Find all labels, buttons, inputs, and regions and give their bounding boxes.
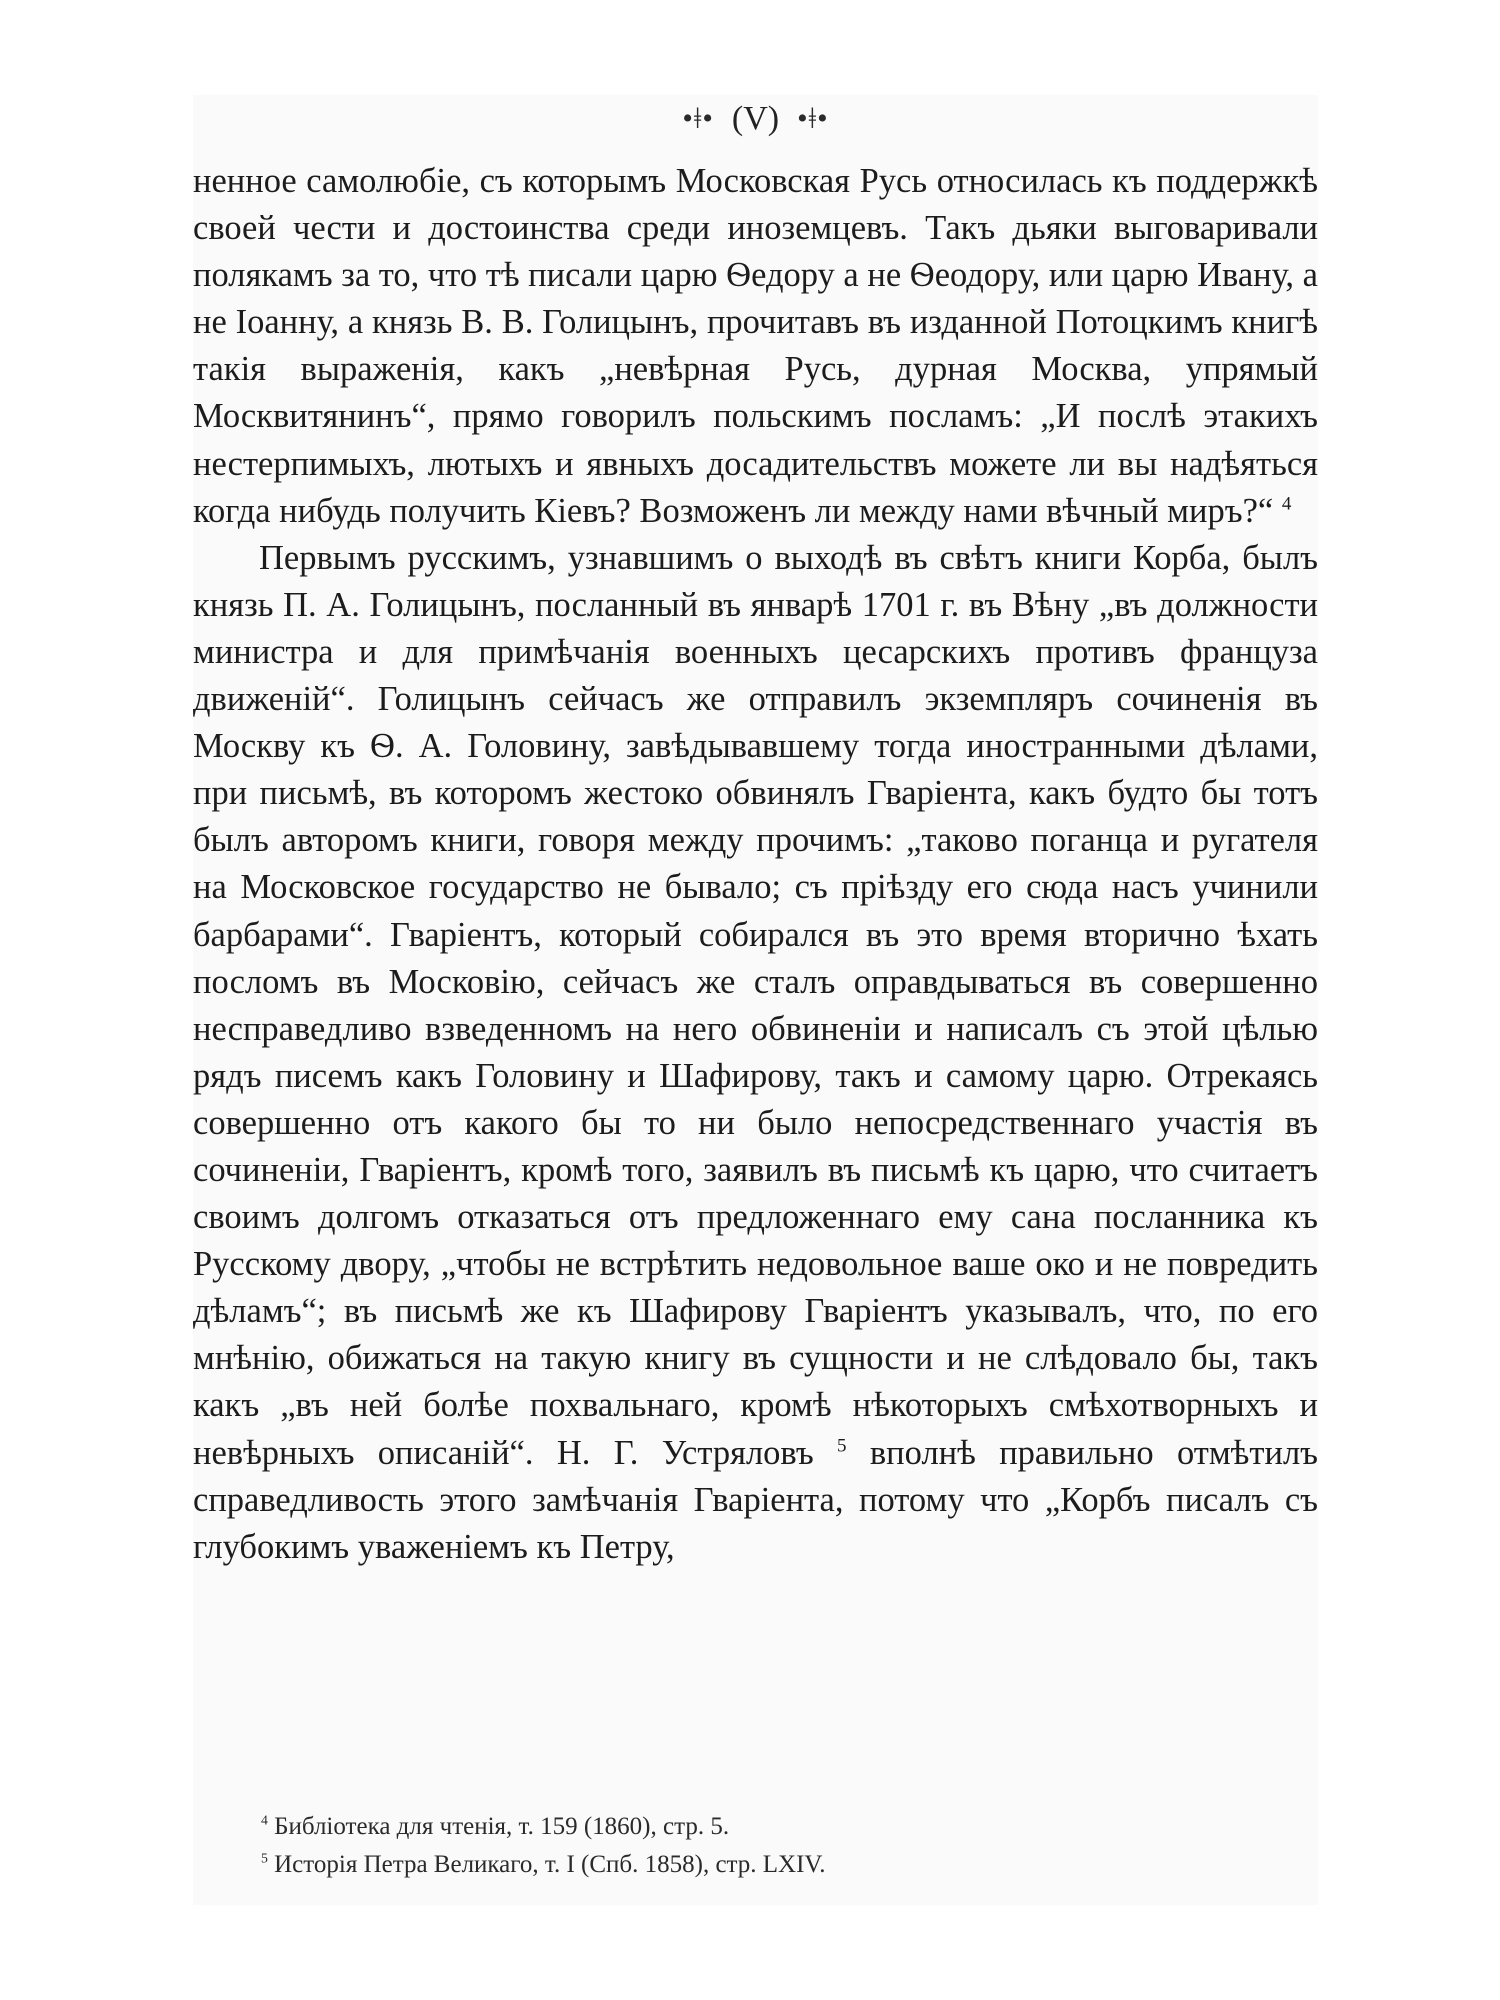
left-ornament-icon: •ǂ•: [682, 102, 714, 135]
footnote-mark: 4: [261, 1812, 268, 1828]
footnotes: [193, 1808, 1318, 1884]
footnote-text: Библіотека для чтенія, т. 159 (1860), стр. 5.: [274, 1813, 730, 1840]
paragraph-2: [193, 535, 1318, 1571]
paragraph-2-text-a: Первымъ русскимъ, узнавшимъ о выходѣ въ свѣтъ книги Корба, былъ князь П. А. Голицынъ, посланный въ январѣ 1701 г. въ Вѣну „въ должности министра и для примѣчанія военныхъ цесарскихъ противъ француза движеній“. Голицынъ сейчасъ же отправилъ экземпляръ сочиненія въ Москву къ Ѳ. А. Головину, завѣдывавшему тогда иностранными дѣлами, при письмѣ, въ которомъ жестоко обвинялъ Гваріента, какъ будто бы тотъ былъ авторомъ книги, говоря между прочимъ: „таково поганца и ругателя на Московское государство не бывало; съ пріѣзду его сюда насъ учинили барбарами“. Гваріентъ, который собирался въ это время вторично ѣхать посломъ въ Московію, сейчасъ же сталъ оправдываться въ совершенно несправедливо взведенномъ на него обвиненіи и написалъ съ этой цѣлью рядъ писемъ какъ Головину и Шафирову, такъ и самому царю. Отрекаясь совершенно отъ какого бы то ни было непосредственнаго участія въ сочиненіи, Гваріентъ, кромѣ того, заявилъ въ письмѣ къ царю, что считаетъ своимъ долгомъ отказаться отъ предложеннаго ему сана посланника къ Русскому двору, „чтобы не встрѣтить недовольное ваше око и не повредить дѣламъ“; въ письмѣ же къ Шафирову Гваріентъ указывалъ, что, по его мнѣнію, обижаться на такую книгу въ сущности и не слѣдовало бы, такъ какъ „въ ней болѣе похвальнаго, кромѣ нѣкоторыхъ смѣхотворныхъ и невѣрныхъ описаній“. Н. Г. Устряловъ: [193, 538, 1318, 1472]
paragraph-1: [193, 158, 1318, 535]
footnote-ref-4[interactable]: 4: [1281, 493, 1292, 515]
footnote-ref-5[interactable]: 5: [837, 1435, 847, 1457]
footnote-4: [193, 1808, 1318, 1846]
footnote-5: [193, 1846, 1318, 1884]
paragraph-2-text-b: вполнѣ правильно отмѣтилъ справедливость этого замѣчанія Гваріента, потому что „Корбъ писалъ съ глубокимъ уваженіемъ къ Петру,: [193, 1433, 1319, 1566]
footnote-text: Исторія Петра Великаго, т. I (Спб. 1858), стр. LXIV.: [274, 1851, 826, 1878]
footnote-mark: 5: [261, 1850, 268, 1866]
body-text: [193, 158, 1318, 1571]
paragraph-1-text: ненное самолюбіе, съ которымъ Московская Русь относилась къ поддержкѣ своей чести и достоинства среди иноземцевъ. Такъ дьяки выговаривали полякамъ за то, что тѣ писали царю Ѳедору а не Ѳеодору, или царю Ивану, а не Іоанну, а князь В. В. Голицынъ, прочитавъ въ изданной Потоцкимъ книгѣ такія выраженія, какъ „невѣрная Русь, дурная Москва, упрямый Москвитянинъ“, прямо говорилъ польскимъ посламъ: „И послѣ этакихъ нестерпимыхъ, лютыхъ и явныхъ досадительствъ можете ли вы надѣяться когда нибудь получить Кіевъ? Возможенъ ли между нами вѣчный миръ?“: [193, 162, 1318, 530]
page-number: (V): [731, 100, 780, 137]
right-ornament-icon: •ǂ•: [797, 102, 829, 135]
page-header: [193, 94, 1318, 144]
